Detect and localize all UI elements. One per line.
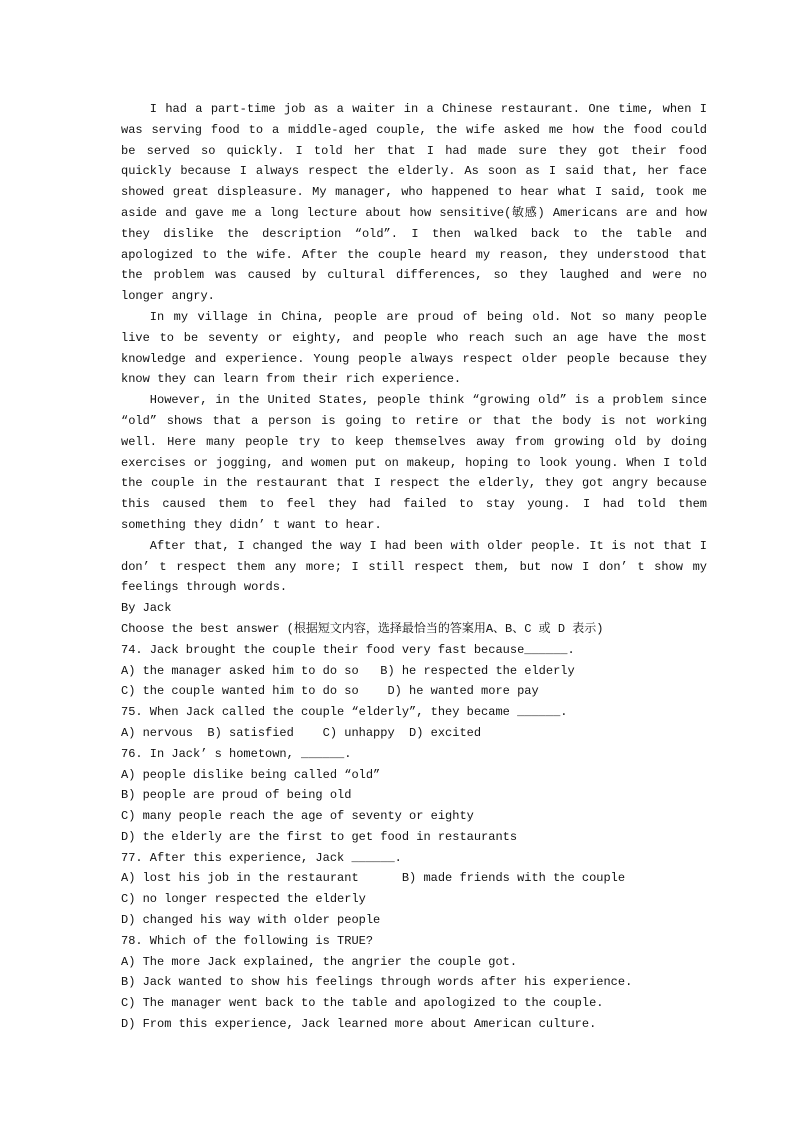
question-74-stem: 74. Jack brought the couple their food very fast because______. bbox=[121, 642, 575, 657]
question-75 bbox=[121, 702, 707, 744]
question-76-option-b: B) people are proud of being old bbox=[121, 788, 352, 803]
document-content bbox=[121, 99, 707, 1035]
question-78 bbox=[121, 931, 707, 1035]
question-77-options-line-1: A) lost his job in the restaurant B) made friends with the couple bbox=[121, 871, 626, 886]
instruction: Choose the best answer (根据短文内容，选择最恰当的答案用A、B、C 或 D 表示) bbox=[121, 621, 604, 636]
question-76-option-d: D) the elderly are the first to get food in restaurants bbox=[121, 829, 518, 844]
question-78-stem: 78. Which of the following is TRUE? bbox=[121, 933, 374, 948]
question-74-options-line-1: A) the manager asked him to do so B) he respected the elderly bbox=[121, 663, 575, 678]
passage-paragraph-4: After that, I changed the way I had been with older people. It is not that I don’ t respect them any more; I still respect them, but now I don’ t show my feelings through words. bbox=[121, 538, 707, 595]
question-78-option-d: D) From this experience, Jack learned more about American culture. bbox=[121, 1017, 597, 1032]
question-77-option-d: D) changed his way with older people bbox=[121, 913, 381, 928]
passage-paragraph-1: I had a part-time job as a waiter in a Chinese restaurant. One time, when I was serving food to a middle-aged couple, the wife asked me how the food could be served so quickly. I told her that I had made sure they got their food quickly because I always respect the elderly. As soon as I said that, her face showed great displeasure. My manager, who happened to hear what I said, took me aside and gave me a long lecture about how sensitive(敏感) Americans are and how they dislike the description “old”. I then walked back to the table and apologized to the wife. After the couple heard my reason, they understood that the problem was caused by cultural differences, so they laughed and were no longer angry. bbox=[121, 102, 707, 304]
question-74 bbox=[121, 640, 707, 702]
question-76 bbox=[121, 744, 707, 848]
question-78-option-c: C) The manager went back to the table and apologized to the couple. bbox=[121, 996, 604, 1011]
question-75-stem: 75. When Jack called the couple “elderly”, they became ______. bbox=[121, 705, 568, 720]
question-77 bbox=[121, 848, 707, 931]
question-76-stem: 76. In Jack’ s hometown, ______. bbox=[121, 746, 352, 761]
question-76-option-c: C) many people reach the age of seventy or eighty bbox=[121, 809, 474, 824]
question-76-option-a: A) people dislike being called “old” bbox=[121, 767, 381, 782]
question-75-options-line-1: A) nervous B) satisfied C) unhappy D) excited bbox=[121, 725, 482, 740]
question-78-option-b: B) Jack wanted to show his feelings through words after his experience. bbox=[121, 975, 633, 990]
question-77-option-c: C) no longer respected the elderly bbox=[121, 892, 366, 907]
passage-paragraph-3: However, in the United States, people think “growing old” is a problem since “old” shows that a person is going to retire or that the body is not working well. Here many people try to keep themselves away from growing old by doing exercises or jogging, and women put on makeup, hoping to look young. When I told the couple in the restaurant that I respect the elderly, they got angry because this caused them to feel they had failed to stay young. I had told them something they didn’ t want to hear. bbox=[121, 393, 707, 532]
question-74-options-line-2: C) the couple wanted him to do so D) he wanted more pay bbox=[121, 684, 539, 699]
question-78-option-a: A) The more Jack explained, the angrier the couple got. bbox=[121, 954, 518, 969]
passage-paragraph-2: In my village in China, people are proud of being old. Not so many people live to be seventy or eighty, and people who reach such an age have the most knowledge and experience. Young people always respect older people because they know they can learn from their rich experience. bbox=[121, 309, 707, 387]
question-77-stem: 77. After this experience, Jack ______. bbox=[121, 850, 402, 865]
byline: By Jack bbox=[121, 601, 172, 616]
